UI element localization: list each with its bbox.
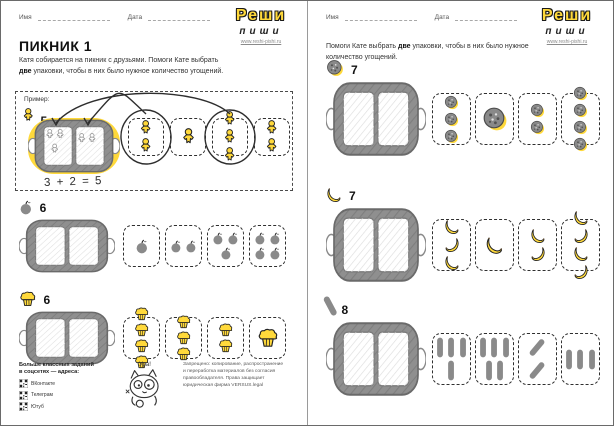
- answer-cards: [123, 225, 286, 267]
- name-date-header: [19, 13, 210, 21]
- apple-icon: [212, 232, 224, 245]
- answer-cards: [432, 333, 600, 385]
- basket: [19, 218, 115, 274]
- cucumber-icon: [528, 337, 548, 358]
- cucumber-icon: [447, 360, 455, 381]
- date-label: Дата: [127, 14, 143, 21]
- apple-icon: [269, 232, 281, 245]
- banana-icon: [573, 246, 589, 262]
- answer-card[interactable]: [249, 225, 286, 267]
- cucumber-icon: [588, 349, 596, 370]
- cucumber-icon: [496, 360, 504, 381]
- gingerbread-icon: [265, 120, 278, 136]
- gingerbread-icon: [139, 120, 152, 136]
- task-instructions: [19, 56, 227, 77]
- promo-heading: в соцсетях — адреса:: [19, 369, 80, 376]
- answer-card[interactable]: [212, 118, 248, 156]
- answer-card[interactable]: [128, 118, 164, 156]
- cupcake-icon: [218, 339, 233, 353]
- basket: [326, 206, 426, 284]
- basket: [326, 320, 426, 398]
- intro-bold: две: [398, 43, 411, 50]
- cookie-icon: [573, 86, 588, 101]
- answer-card[interactable]: [432, 333, 471, 385]
- task-target: [326, 295, 600, 317]
- cat-mascot: [117, 362, 173, 413]
- apple-icon: [170, 240, 182, 253]
- qr-label: Телеграм: [31, 392, 53, 399]
- task-body: [326, 80, 600, 158]
- cookie-icon: [482, 106, 508, 132]
- answer-cards: [432, 219, 600, 271]
- site-link[interactable]: www.reshi-pishi.ru: [546, 39, 588, 45]
- qr-code-icon: [19, 391, 28, 400]
- cookie-icon: [573, 137, 588, 152]
- brand-logo: [529, 8, 605, 45]
- name-date-header: [326, 13, 517, 21]
- page-footer: [19, 362, 287, 413]
- cucumber-icon: [479, 337, 487, 358]
- cookie-icon: [573, 120, 588, 135]
- basket: [326, 80, 426, 158]
- target-count: 7: [351, 63, 358, 77]
- banana-icon: [573, 264, 589, 280]
- banana-icon: [326, 187, 342, 203]
- apple-icon: [185, 240, 197, 253]
- task-body: [19, 310, 286, 366]
- date-input-line[interactable]: [455, 13, 517, 21]
- cucumber-icon: [459, 337, 467, 358]
- mascot-speech: Ура!: [139, 362, 151, 368]
- apple-icon: [19, 200, 33, 215]
- banana-icon: [444, 219, 460, 235]
- cucumber-icon: [576, 349, 584, 370]
- legal-text: [183, 362, 287, 389]
- basket: [19, 310, 115, 366]
- cupcake-icon: [176, 315, 191, 329]
- gingerbread-icon: [265, 138, 278, 154]
- date-label: Дата: [434, 14, 450, 21]
- example-label: Пример:: [24, 96, 50, 103]
- answer-card[interactable]: [207, 225, 244, 267]
- basket-highlighted: [28, 118, 120, 179]
- banana-icon: [444, 255, 460, 271]
- name-label: Имя: [326, 14, 339, 21]
- answer-cards: [123, 317, 286, 359]
- answer-card[interactable]: [475, 93, 514, 145]
- answer-card[interactable]: [518, 219, 557, 271]
- apple-icon: [254, 247, 266, 260]
- answer-card[interactable]: [518, 333, 557, 385]
- logo-text-top: Реши: [541, 7, 593, 24]
- banana-icon: [573, 228, 589, 244]
- page-title: ПИКНИК 1: [19, 38, 93, 55]
- task-row: [19, 285, 286, 366]
- legal-line: Запрещено: копирование, распространение: [183, 362, 284, 367]
- answer-card[interactable]: [254, 118, 290, 156]
- site-link[interactable]: www.reshi-pishi.ru: [240, 39, 282, 45]
- cookie-icon: [530, 120, 545, 135]
- answer-card[interactable]: [432, 219, 471, 271]
- worksheet-page-right: [307, 1, 613, 425]
- intro-text: Помоги Кате выбрать: [326, 43, 399, 50]
- cucumber-icon: [528, 360, 548, 381]
- cucumber-icon: [436, 337, 444, 358]
- gingerbread-icon: [181, 128, 196, 146]
- name-label: Имя: [19, 14, 32, 21]
- cookie-icon: [326, 59, 344, 77]
- example-box: [15, 91, 293, 191]
- worksheet-page-left: [1, 1, 307, 425]
- target-count: 6: [39, 201, 47, 215]
- qr-code-icon: [19, 379, 28, 388]
- target-count: 8: [341, 303, 349, 317]
- answer-card[interactable]: [475, 219, 514, 271]
- apple-icon: [227, 232, 239, 245]
- banana-icon: [573, 210, 589, 226]
- cupcake-icon: [218, 323, 233, 337]
- task-body: [326, 320, 600, 398]
- date-input-line[interactable]: [148, 13, 210, 21]
- answer-card[interactable]: [249, 317, 286, 359]
- name-input-line[interactable]: [345, 13, 417, 21]
- answer-card[interactable]: [165, 317, 202, 359]
- cucumber-icon: [502, 337, 510, 358]
- cookie-icon: [573, 103, 588, 118]
- banana-icon: [485, 236, 504, 255]
- banana-icon: [444, 237, 460, 253]
- example-equation: 3 + 2 = 5: [43, 174, 104, 190]
- cucumber-icon: [321, 294, 339, 317]
- task-target: [326, 55, 600, 77]
- answer-card[interactable]: [170, 118, 206, 156]
- task-target: [19, 193, 286, 215]
- gingerbread-icon: [139, 138, 152, 154]
- gingerbread-icon: [223, 147, 236, 163]
- promo-heading: Больше классных заданий: [19, 362, 94, 368]
- cookie-icon: [530, 103, 545, 118]
- cucumber-icon: [447, 337, 455, 358]
- intro-text: упаковки, чтобы в них было нужное количество угощений.: [31, 67, 224, 75]
- answer-card[interactable]: [561, 93, 600, 145]
- answer-card[interactable]: [561, 333, 600, 385]
- cupcake-icon: [19, 291, 36, 307]
- qr-list: [19, 379, 107, 411]
- name-input-line[interactable]: [38, 13, 110, 21]
- cat-mascot-drawing: [119, 395, 171, 412]
- cookie-icon: [444, 112, 459, 127]
- cupcake-icon: [134, 323, 149, 337]
- task-row: [326, 181, 600, 284]
- qr-item: [19, 379, 107, 388]
- promo-block: [19, 362, 107, 411]
- banana-icon: [530, 228, 546, 244]
- brand-logo: [223, 8, 299, 45]
- task-body: [326, 206, 600, 284]
- qr-item: [19, 402, 107, 411]
- task-row: [326, 55, 600, 158]
- answer-card[interactable]: [207, 317, 244, 359]
- answer-card[interactable]: [123, 225, 160, 267]
- answer-cards: [432, 93, 600, 145]
- task-row: [19, 193, 286, 274]
- answer-card[interactable]: [123, 317, 160, 359]
- task-target: [326, 181, 600, 203]
- target-count: 7: [349, 189, 356, 203]
- cupcake-icon: [176, 347, 191, 361]
- task-body: [19, 218, 286, 274]
- task-row: [326, 295, 600, 398]
- target-count: 6: [43, 293, 51, 307]
- gingerbread-icon: [223, 111, 236, 127]
- banana-icon: [530, 246, 546, 262]
- intro-text: упаковки, чтобы в них было нужное количество угощений.: [326, 43, 529, 61]
- answer-card[interactable]: [165, 225, 202, 267]
- qr-code-icon: [19, 402, 28, 411]
- apple-icon: [135, 239, 149, 254]
- answer-card[interactable]: [518, 93, 557, 145]
- cupcake-icon: [176, 331, 191, 345]
- cucumber-icon: [485, 360, 493, 381]
- cucumber-icon: [565, 349, 573, 370]
- apple-icon: [220, 247, 232, 260]
- cupcake-icon: [134, 339, 149, 353]
- legal-line: правообладателя. Права защищает: [183, 375, 265, 381]
- answer-card[interactable]: [432, 93, 471, 145]
- apple-icon: [269, 247, 281, 260]
- legal-line: и переработка материалов без согласия: [183, 368, 276, 374]
- task-target: [19, 285, 286, 307]
- qr-label: Ютуб: [31, 403, 44, 410]
- logo-text-bottom: пиши: [239, 26, 283, 37]
- intro-bold: две: [19, 67, 32, 75]
- logo-text-bottom: пиши: [545, 26, 589, 37]
- example-cards: [128, 118, 290, 156]
- cookie-icon: [444, 129, 459, 144]
- cookie-icon: [444, 95, 459, 110]
- answer-card[interactable]: [561, 219, 600, 271]
- gingerbread-icon: [223, 129, 236, 145]
- cupcake-icon: [134, 307, 149, 321]
- legal-line: юридическая фирма VERSUS.legal: [183, 382, 264, 388]
- answer-card[interactable]: [475, 333, 514, 385]
- cucumber-icon: [490, 337, 498, 358]
- cupcake-icon: [257, 328, 279, 348]
- qr-label: ВКонтакте: [31, 380, 56, 387]
- logo-text-top: Реши: [235, 7, 287, 24]
- intro-text: Катя собирается на пикник с друзьями. Помоги Кате выбрать: [19, 57, 219, 64]
- apple-icon: [254, 232, 266, 245]
- qr-item: [19, 391, 107, 400]
